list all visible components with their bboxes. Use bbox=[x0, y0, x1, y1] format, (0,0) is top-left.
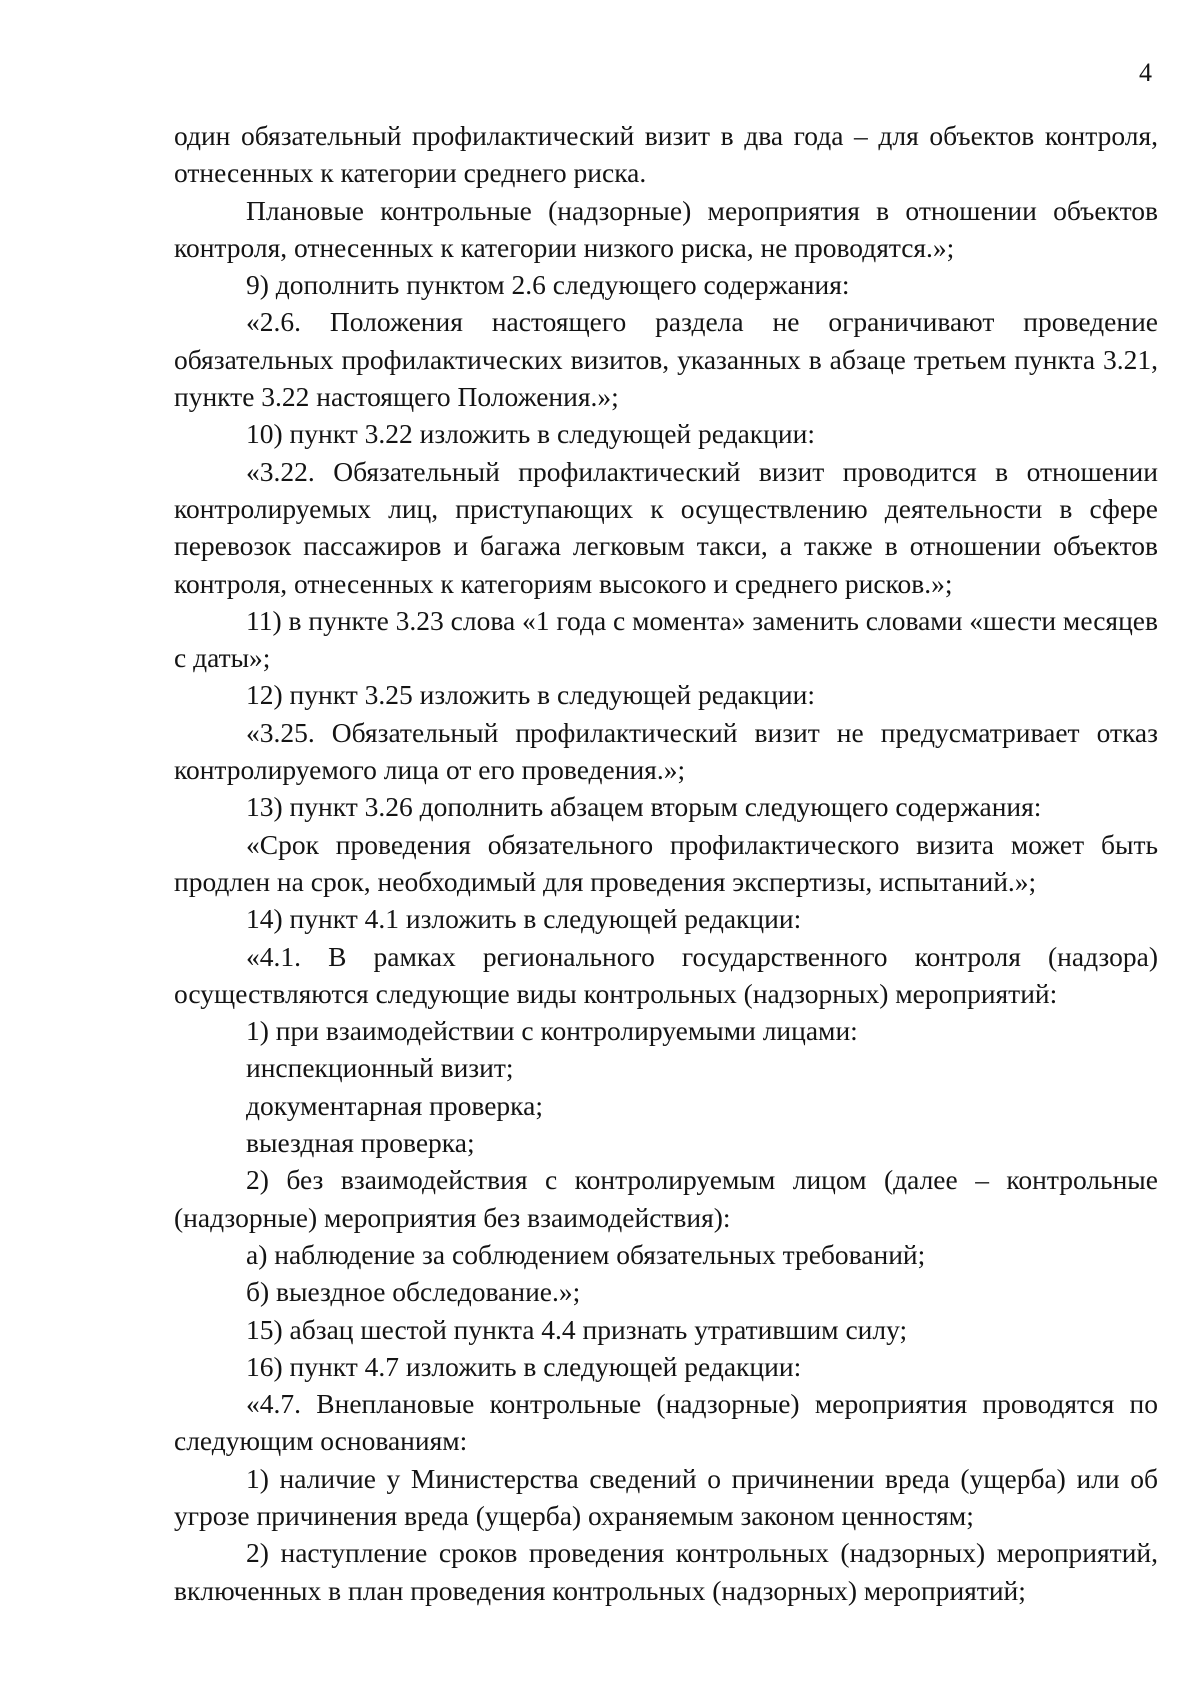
paragraph: «4.1. В рамках регионального государственного контроля (надзора) осуществляются следующие виды контрольных (надзорных) мероприятий: bbox=[174, 940, 1158, 1009]
paragraph: 15) абзац шестой пункта 4.4 признать утратившим силу; bbox=[246, 1313, 908, 1345]
paragraph: 9) дополнить пунктом 2.6 следующего содержания: bbox=[246, 269, 850, 301]
paragraph: 2) без взаимодействия с контролируемым лицом (далее – контрольные (надзорные) мероприятия без взаимодействия): bbox=[174, 1164, 1158, 1233]
paragraph: 14) пункт 4.1 изложить в следующей редакции: bbox=[246, 903, 802, 935]
document-body bbox=[174, 117, 1158, 1609]
paragraph: Плановые контрольные (надзорные) мероприятия в отношении объектов контроля, отнесенных к категории низкого риска, не проводятся.»; bbox=[174, 194, 1158, 263]
paragraph: 11) в пункте 3.23 слова «1 года с момента» заменить словами «шести месяцев с даты»; bbox=[174, 604, 1158, 674]
paragraph: «Срок проведения обязательного профилактического визита может быть продлен на срок, необходимый для проведения экспертизы, испытаний.»; bbox=[174, 828, 1158, 897]
paragraph: «3.25. Обязательный профилактический визит не предусматривает отказ контролируемого лица от его проведения.»; bbox=[174, 716, 1158, 786]
paragraph: 13) пункт 3.26 дополнить абзацем вторым следующего содержания: bbox=[246, 791, 1042, 823]
paragraph: инспекционный визит; bbox=[246, 1052, 514, 1084]
paragraph: б) выездное обследование.»; bbox=[246, 1276, 581, 1308]
paragraph: 10) пункт 3.22 изложить в следующей редакции: bbox=[246, 418, 815, 450]
paragraph: «3.22. Обязательный профилактический визит проводится в отношении контролируемых лиц, приступающих к осуществлению деятельности в сфере перевозок пассажиров и багажа легковым такси, а также в отношении объектов контроля, отнесенных к категориям высокого и среднего рисков.»; bbox=[174, 455, 1158, 599]
paragraph: «4.7. Внеплановые контрольные (надзорные) мероприятия проводятся по следующим основаниям: bbox=[174, 1388, 1158, 1457]
paragraph: 1) наличие у Министерства сведений о причинении вреда (ущерба) или об угрозе причинения вреда (ущерба) охраняемым законом ценностям; bbox=[174, 1462, 1158, 1531]
paragraph: 1) при взаимодействии с контролируемыми лицами: bbox=[246, 1015, 858, 1047]
page-number: 4 bbox=[1139, 58, 1152, 87]
paragraph: а) наблюдение за соблюдением обязательных требований; bbox=[246, 1238, 926, 1270]
paragraph: документарная проверка; bbox=[246, 1089, 543, 1121]
paragraph: «2.6. Положения настоящего раздела не ограничивают проведение обязательных профилактических визитов, указанных в абзаце третьем пункта 3.21, пункте 3.22 настоящего Положения.»; bbox=[174, 306, 1158, 413]
paragraph: 12) пункт 3.25 изложить в следующей редакции: bbox=[246, 679, 815, 711]
paragraph: 2) наступление сроков проведения контрольных (надзорных) мероприятий, включенных в план проведения контрольных (надзорных) мероприятий; bbox=[174, 1537, 1158, 1606]
paragraph: один обязательный профилактический визит в два года – для объектов контроля, отнесенных к категории среднего риска. bbox=[174, 120, 1158, 189]
paragraph: выездная проверка; bbox=[246, 1127, 475, 1159]
paragraph: 16) пункт 4.7 изложить в следующей редакции: bbox=[246, 1350, 802, 1382]
